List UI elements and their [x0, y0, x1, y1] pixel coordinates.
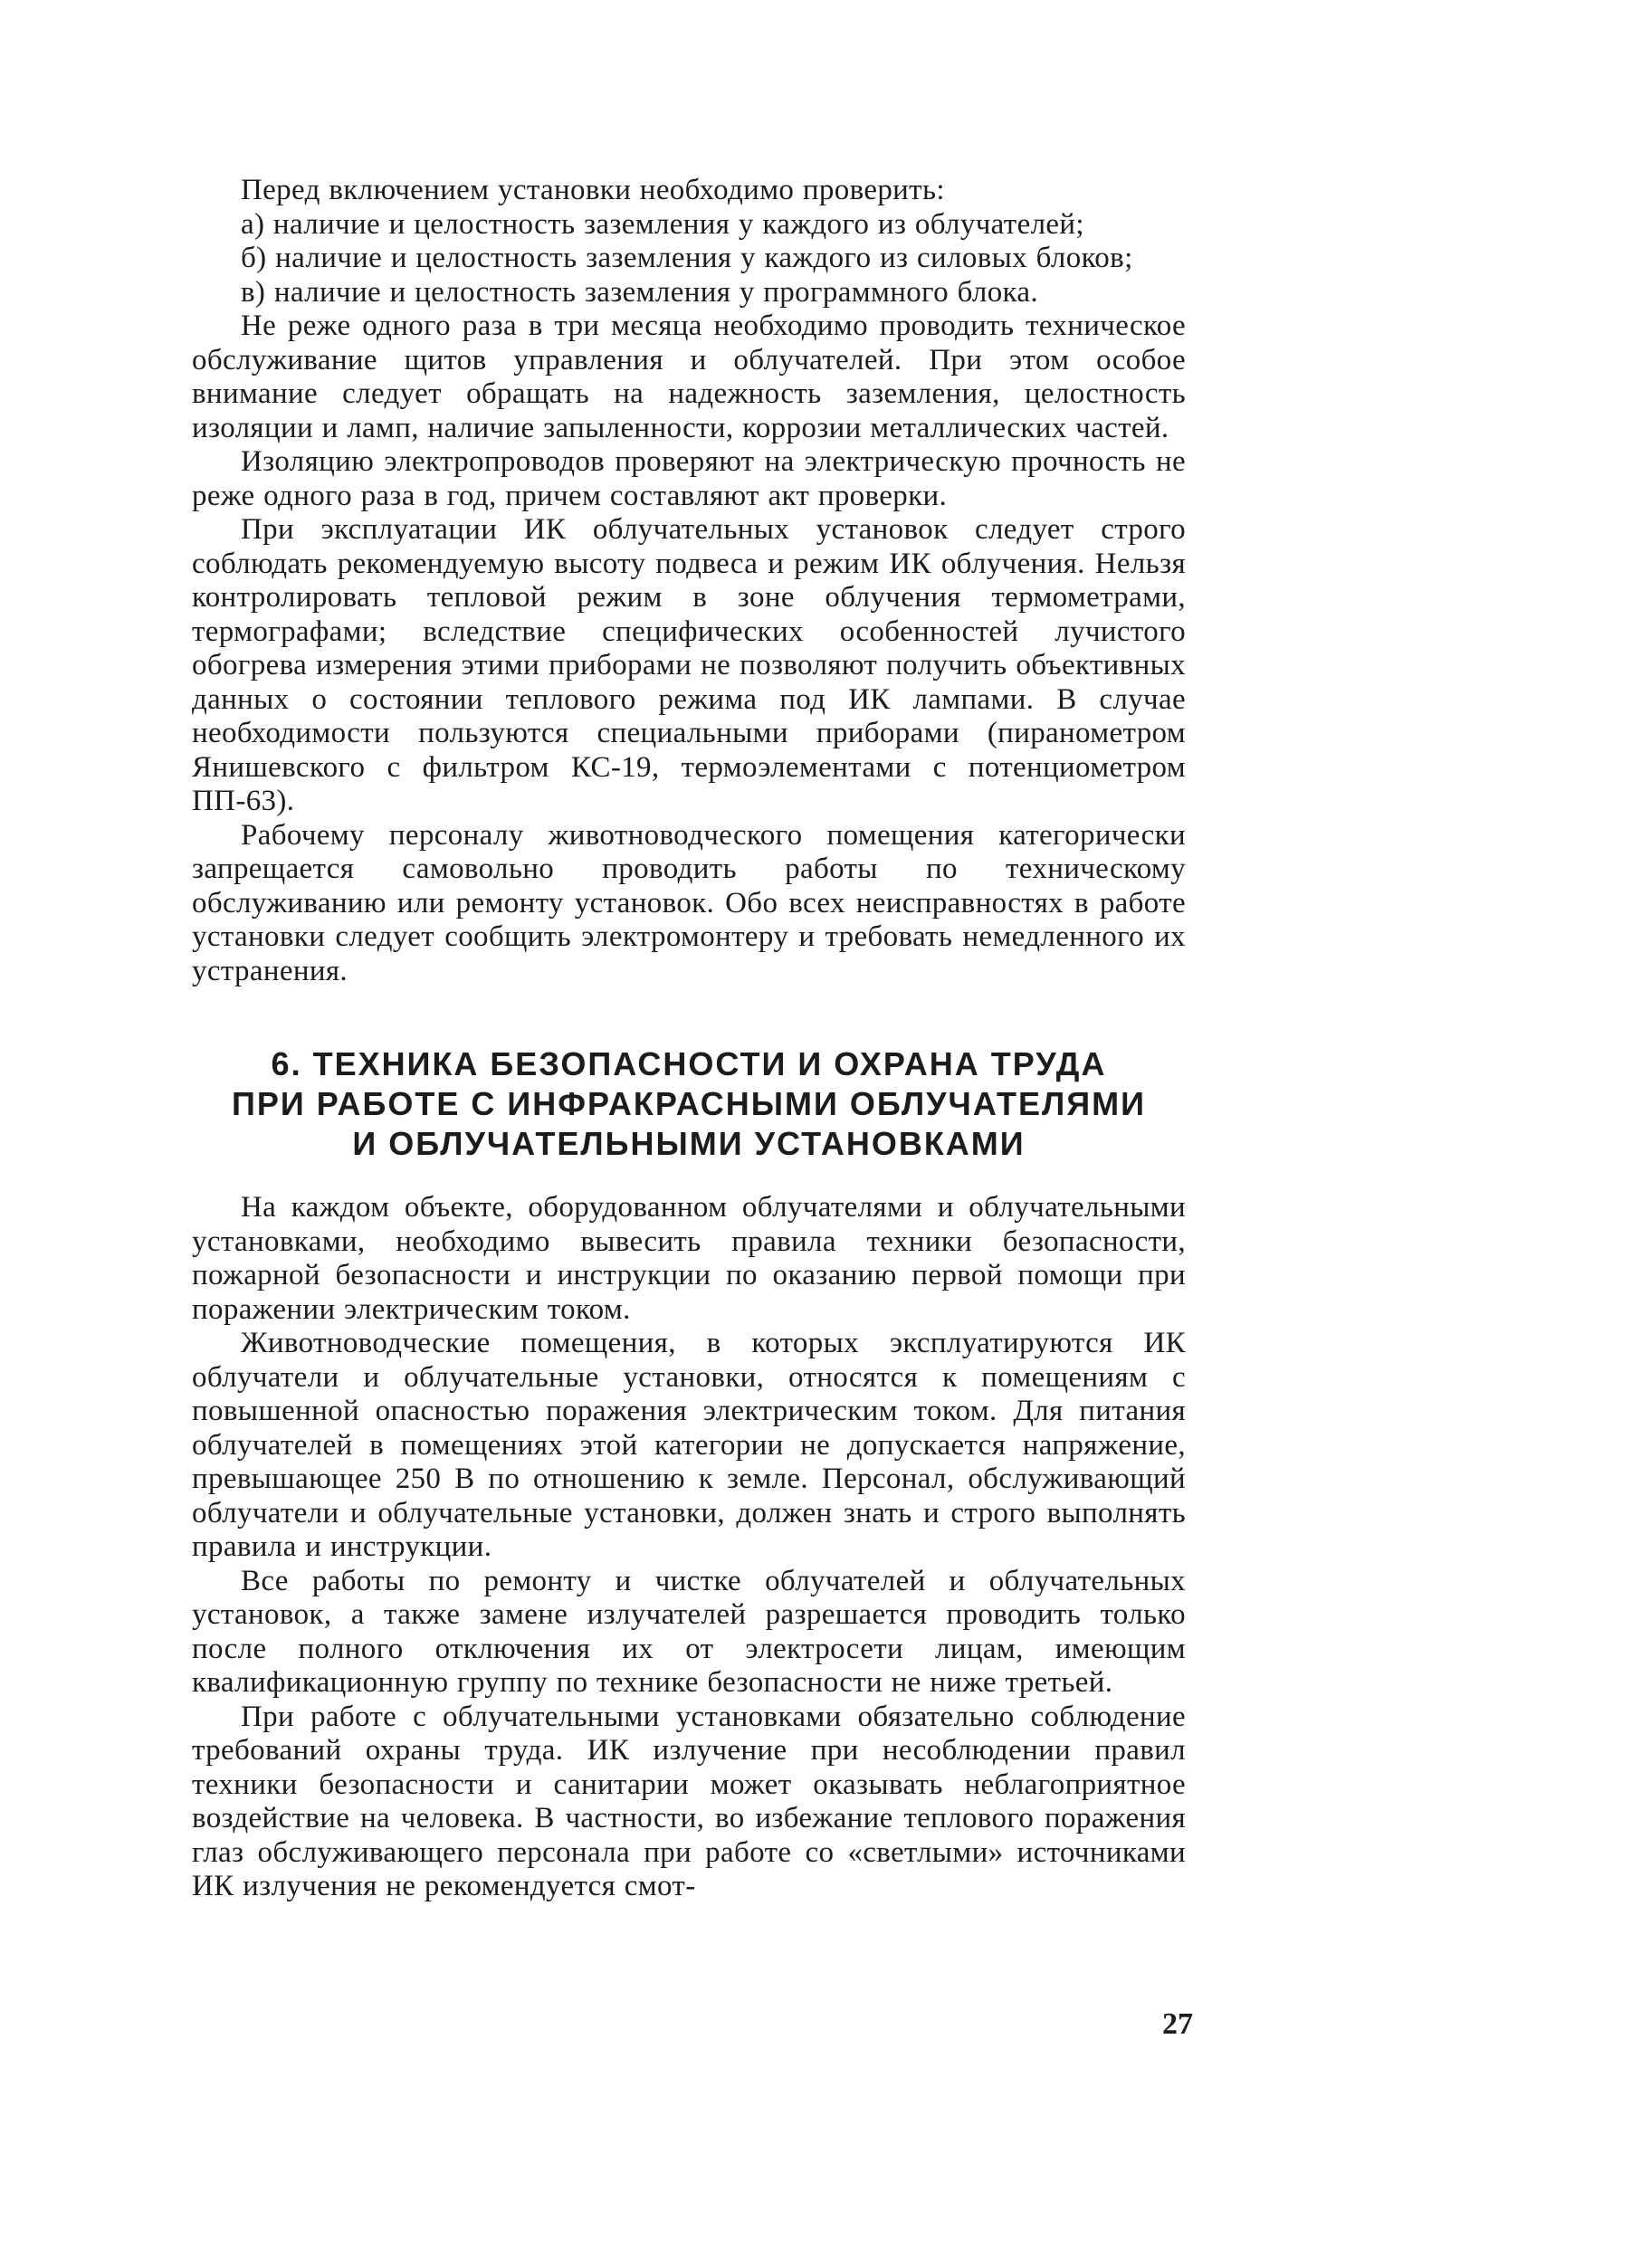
paragraph-labor-protection: При работе с облучательными установками обязательно соблюдение требований охраны труда. ИК излучение при несоблюдении правил техники безопасности и санитарии может оказывать неблагоприятное воздействие на человека. В частности, во избежание теплового поражения глаз обслуживающего персонала при работе со «светлыми» источниками ИК излучения не рекомендуется смот-: [192, 1700, 1186, 1902]
list-item-a: а) наличие и целостность заземления у каждого из облучателей;: [241, 207, 1084, 241]
paragraph-operation: При эксплуатации ИК облучательных установок следует строго соблюдать рекомендуемую высоту подвеса и режим ИК облучения. Нельзя контролировать тепловой режим в зоне облучения термометрами, термографами; вследствие специфических особенностей лучистого обогрева измерения этими приборами не позволяют получить объективных данных о состоянии теплового режима под ИК лампами. В случае необходимости пользуются специальными приборами (пиранометром Янишевского с фильтром КС-19, термоэлементами с потенциометром ПП-63).: [192, 513, 1186, 817]
paragraph-premises-danger: Животноводческие помещения, в которых эксплуатируются ИК облучатели и облучательные установки, относятся к помещениям с повышенной опасностью поражения электрическим током. Для питания облучателей в помещениях этой категории не допускается напряжение, превышающее 250 В по отношению к земле. Персонал, обслуживающий облучатели и облучательные установки, должен знать и строго выполнять правила и инструкции.: [192, 1327, 1186, 1563]
paragraph-check-before-start: Перед включением установки необходимо проверить:: [241, 174, 945, 206]
section-heading: [192, 1044, 1186, 1164]
paragraph-insulation: Изоляцию электропроводов проверяют на электрическую прочность не реже одного раза в год, причем составляют акт проверки.: [192, 445, 1186, 512]
paragraph-repair-works: Все работы по ремонту и чистке облучателей и облучательных установок, а также замене излучателей разрешается проводить только после полного отключения их от электросети лицам, имеющим квалификационную группу по технике безопасности не ниже третьей.: [192, 1564, 1186, 1699]
list-item-c: в) наличие и целостность заземления у программного блока.: [241, 275, 1039, 309]
page-body: [192, 174, 1186, 1904]
section-title-line-3: И ОБЛУЧАТЕЛЬНЫМИ УСТАНОВКАМИ: [352, 1125, 1026, 1162]
paragraph-personnel: Рабочему персоналу животноводческого помещения категорически запрещается самовольно проводить работы по техническому обслуживанию или ремонту установок. Обо всех неисправностях в работе установки следует сообщить электромонтеру и требовать немедленного их устранения.: [192, 818, 1186, 987]
paragraph-maintenance: Не реже одного раза в три месяца необходимо проводить техническое обслуживание щитов управления и облучателей. При этом особое внимание следует обращать на надежность заземления, целостность изоляции и ламп, наличие запыленности, коррозии металлических частей.: [192, 310, 1186, 444]
paragraph-rules-posting: На каждом объекте, оборудованном облучателями и облучательными установками, необходимо вывесить правила техники безопасности, пожарной безопасности и инструкции по оказанию первой помощи при поражении электрическим током.: [192, 1191, 1186, 1326]
page-number: 27: [1162, 2007, 1193, 2041]
section-title-line-1: 6. ТЕХНИКА БЕЗОПАСНОСТИ И ОХРАНА ТРУДА: [271, 1045, 1107, 1082]
section-title-line-2: ПРИ РАБОТЕ С ИНФРАКРАСНЫМИ ОБЛУЧАТЕЛЯМИ: [231, 1085, 1147, 1122]
list-item-b: б) наличие и целостность заземления у каждого из силовых блоков;: [241, 242, 1133, 274]
